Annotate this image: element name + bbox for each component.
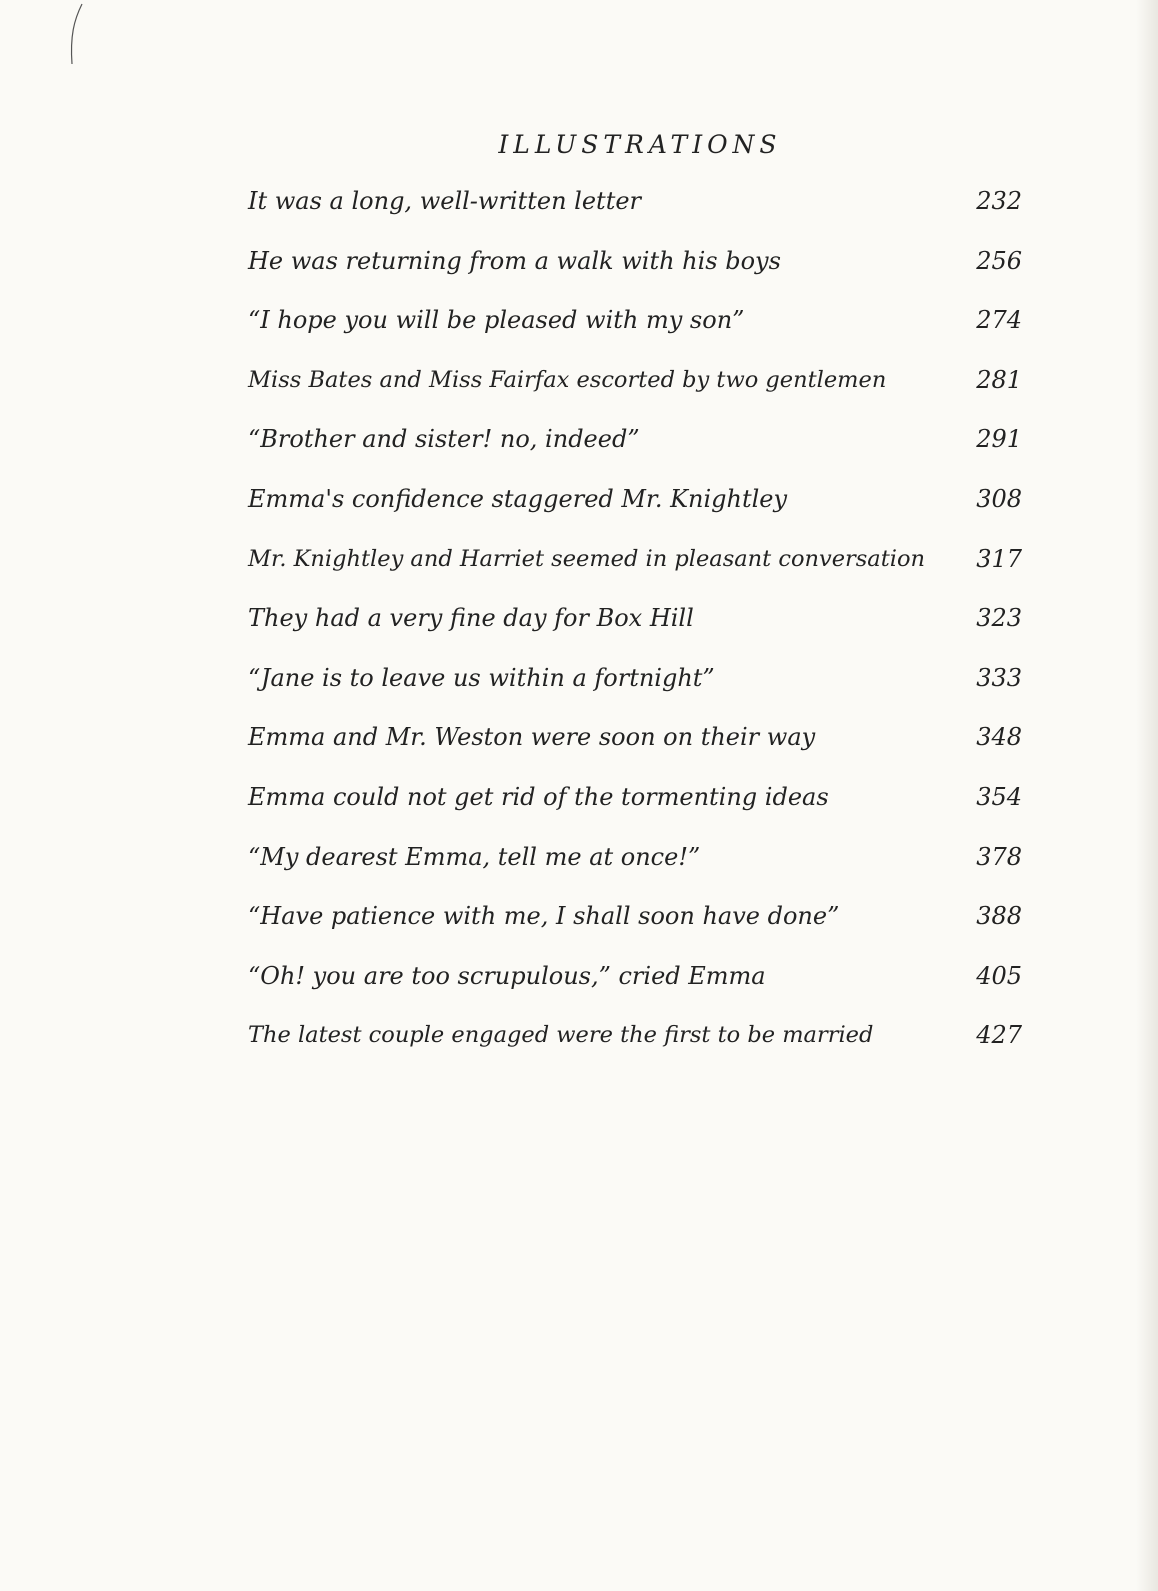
page-edge-shadow xyxy=(1136,0,1158,1591)
list-item xyxy=(248,778,1022,838)
page-number: 308 xyxy=(976,484,1022,513)
list-item xyxy=(248,838,1022,898)
page-number: 281 xyxy=(976,365,1022,394)
page-number: 378 xyxy=(976,842,1022,871)
illustration-title: “Oh! you are too scrupulous,” cried Emma xyxy=(248,961,766,990)
list-item xyxy=(248,659,1022,719)
page-number: 333 xyxy=(976,663,1022,692)
illustration-title: He was returning from a walk with his boys xyxy=(248,246,781,275)
page-number: 388 xyxy=(976,902,1022,931)
page-number: 405 xyxy=(976,961,1022,990)
illustration-title: “I hope you will be pleased with my son” xyxy=(248,306,745,335)
page-number: 232 xyxy=(976,187,1022,215)
illustration-title: “Brother and sister! no, indeed” xyxy=(248,425,640,454)
list-item xyxy=(248,182,1022,242)
page-number: 427 xyxy=(976,1021,1022,1050)
list-item xyxy=(248,1016,1022,1076)
page-number: 348 xyxy=(976,723,1022,752)
page-title: ILLUSTRATIONS xyxy=(498,130,782,159)
page-number: 256 xyxy=(976,246,1022,275)
list-item xyxy=(248,420,1022,480)
illustration-title: “My dearest Emma, tell me at once!” xyxy=(248,842,701,871)
illustration-title: Emma and Mr. Weston were soon on their way xyxy=(248,723,816,752)
list-item xyxy=(248,361,1022,421)
illustration-title: “Jane is to leave us within a fortnight” xyxy=(248,663,715,692)
page-number: 354 xyxy=(976,782,1022,811)
list-item xyxy=(248,480,1022,540)
illustration-title: “Have patience with me, I shall soon have done” xyxy=(248,902,840,931)
list-item xyxy=(248,718,1022,778)
pencil-mark xyxy=(64,2,86,66)
list-item xyxy=(248,242,1022,302)
page-number: 274 xyxy=(976,306,1022,335)
illustration-title: Miss Bates and Miss Fairfax escorted by two gentlemen xyxy=(248,366,887,393)
list-item xyxy=(248,599,1022,659)
illustrations-list xyxy=(248,182,1022,1076)
list-item xyxy=(248,540,1022,600)
illustration-title: Emma could not get rid of the tormenting ideas xyxy=(248,782,829,811)
page-number: 323 xyxy=(976,604,1022,633)
list-item xyxy=(248,301,1022,361)
page-number: 291 xyxy=(976,425,1022,454)
page-number: 317 xyxy=(976,544,1022,573)
illustration-title: They had a very fine day for Box Hill xyxy=(248,604,694,633)
illustration-title: It was a long, well-written letter xyxy=(248,187,642,215)
list-item xyxy=(248,957,1022,1017)
list-item xyxy=(248,897,1022,957)
illustration-title: Mr. Knightley and Harriet seemed in pleasant conversation xyxy=(248,545,925,572)
illustration-title: The latest couple engaged were the first to be married xyxy=(248,1022,874,1049)
illustration-title: Emma's confidence staggered Mr. Knightley xyxy=(248,484,788,513)
